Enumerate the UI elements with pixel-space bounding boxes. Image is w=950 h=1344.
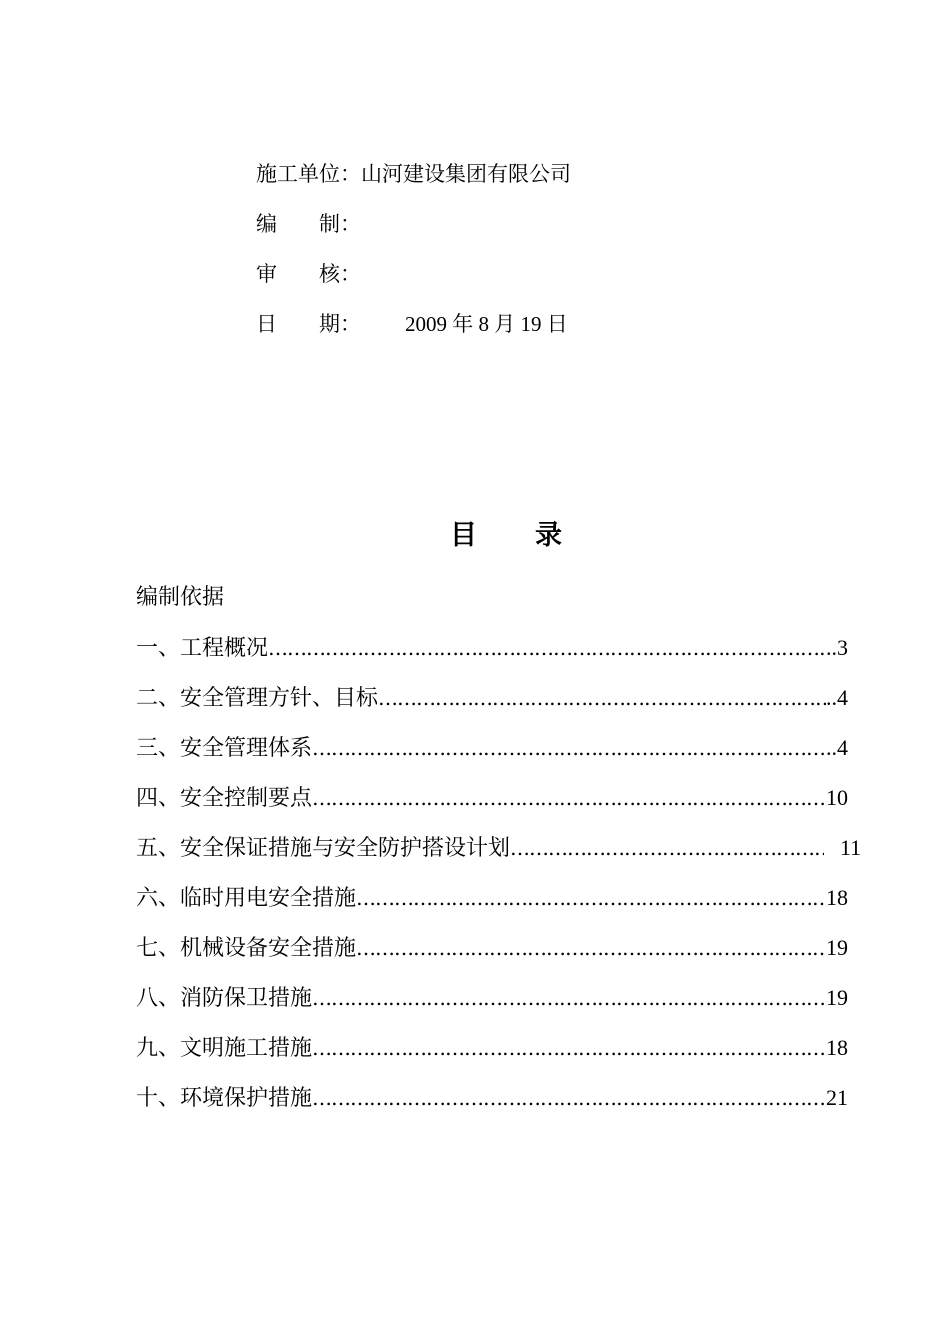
reviewer-label: 审 核：: [256, 262, 361, 286]
toc-entry-text: 十、环境保护措施: [136, 1086, 313, 1111]
toc-entry-1[interactable]: [136, 628, 866, 678]
toc-entry-3[interactable]: [136, 728, 866, 778]
toc-leader-dots: [356, 878, 826, 918]
toc-leader-dots: [312, 978, 826, 1018]
date-label: 日 期：: [256, 312, 361, 336]
toc-entry-2[interactable]: [136, 678, 866, 728]
toc-entry-text: 八、消防保卫措施: [136, 986, 313, 1011]
construction-unit-value: 山河建设集团有限公司: [361, 162, 571, 186]
toc-entry-text: 四、安全控制要点: [136, 786, 313, 811]
table-of-contents: [136, 578, 866, 1128]
toc-title: [0, 515, 950, 557]
toc-entry-5[interactable]: [136, 828, 866, 878]
date-row: [256, 306, 571, 356]
toc-entry-text: 七、机械设备安全措施: [136, 936, 357, 961]
construction-unit-row: [256, 156, 571, 206]
date-value: 2009 年 8 月 19 日: [405, 312, 568, 336]
toc-entry-text: 三、安全管理体系: [136, 736, 313, 761]
toc-leader-dots: [268, 628, 826, 668]
toc-leader-dots: [312, 778, 826, 818]
toc-title-part1: 目: [450, 520, 477, 551]
toc-basis-entry[interactable]: 编制依据: [136, 585, 225, 610]
toc-leader-dots: [510, 828, 824, 868]
toc-entry-text: 二、安全管理方针、目标: [136, 686, 379, 711]
toc-page-number: ..4: [826, 685, 848, 710]
compiler-row: [256, 206, 571, 256]
toc-page-number: 21: [826, 1085, 848, 1110]
toc-entry-text: 一、工程概况: [136, 636, 269, 661]
reviewer-row: [256, 256, 571, 306]
toc-leader-dots: [312, 1078, 826, 1118]
toc-leader-dots: [378, 678, 826, 718]
toc-entry-7[interactable]: [136, 928, 866, 978]
toc-entry-text: 六、临时用电安全措施: [136, 886, 357, 911]
document-info-block: [256, 156, 571, 356]
toc-entry-4[interactable]: [136, 778, 866, 828]
toc-entry-text: 五、安全保证措施与安全防护搭设计划: [136, 836, 511, 861]
toc-leader-dots: [356, 928, 826, 968]
toc-title-part2: 录: [535, 520, 562, 551]
toc-entry-8[interactable]: [136, 978, 866, 1028]
toc-entry-10[interactable]: [136, 1078, 866, 1128]
toc-entry-9[interactable]: [136, 1028, 866, 1078]
compiler-label: 编 制：: [256, 212, 361, 236]
toc-entry-text: 九、文明施工措施: [136, 1036, 313, 1061]
toc-page-number: 19: [826, 935, 848, 960]
toc-page-number: 18: [826, 885, 848, 910]
construction-unit-label: 施工单位：: [256, 162, 361, 186]
toc-leader-dots: [312, 728, 826, 768]
toc-page-number: ..4: [826, 735, 848, 760]
toc-entry-6[interactable]: [136, 878, 866, 928]
toc-page-number: 11: [840, 835, 862, 860]
toc-page-number: ..3: [826, 635, 848, 660]
toc-leader-dots: [312, 1028, 826, 1068]
toc-page-number: 18: [826, 1035, 848, 1060]
toc-page-number: 10: [826, 785, 848, 810]
toc-page-number: 19: [826, 985, 848, 1010]
